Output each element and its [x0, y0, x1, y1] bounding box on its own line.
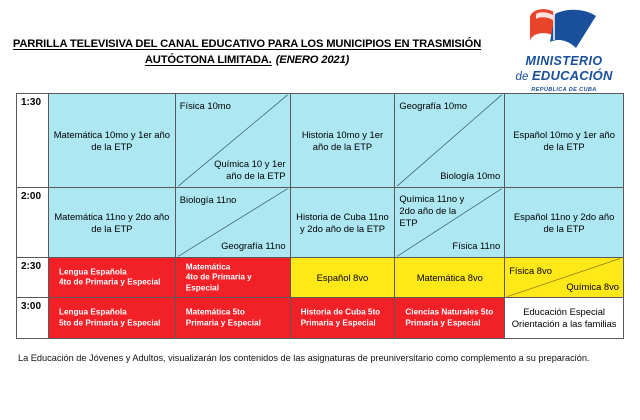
schedule-cell[interactable] — [49, 188, 176, 257]
row-time-cell — [17, 258, 49, 297]
schedule-cell-split[interactable] — [176, 188, 291, 257]
cell-label: Español 10mo y 1er año de la ETP — [513, 128, 615, 152]
schedule-cell[interactable] — [505, 298, 623, 338]
cell-label: Educación Especial Orientación a las familias — [511, 306, 617, 329]
schedule-cell-split[interactable] — [505, 258, 623, 297]
schedule-table — [16, 93, 624, 339]
schedule-cell[interactable] — [395, 298, 505, 338]
schedule-cell[interactable] — [291, 188, 396, 257]
cell-label-top: Física 8vo — [509, 265, 552, 276]
cell-label: Matemática 11no y 2do año de la ETP — [54, 210, 170, 234]
row-time-cell — [17, 188, 49, 257]
cell-label: Historia 10mo y 1er año de la ETP — [301, 128, 384, 152]
schedule-cell-split[interactable] — [395, 94, 505, 187]
title-line-2b: (ENERO 2021) — [275, 54, 350, 66]
cell-label: Ciencias Naturales 5to Primaria y Especial — [405, 307, 494, 327]
table-row — [17, 94, 623, 187]
table-row — [17, 257, 623, 297]
logo-line-2: EDUCACIÓN — [532, 68, 613, 83]
time-label: 1:30 — [21, 97, 42, 108]
time-label: 2:00 — [21, 191, 42, 202]
open-book-icon — [524, 6, 604, 54]
schedule-cell[interactable] — [49, 258, 176, 297]
logo-line-2-prefix: de — [515, 71, 533, 83]
cell-label: Matemática 10mo y 1er año de la ETP — [53, 128, 170, 152]
schedule-cell[interactable] — [291, 94, 396, 187]
schedule-cell[interactable] — [176, 258, 291, 297]
schedule-cell-split[interactable] — [395, 188, 505, 257]
page-header — [0, 0, 640, 94]
logo-line-1: MINISTERIO — [525, 54, 603, 68]
table-row — [17, 187, 623, 257]
page-title — [12, 36, 482, 68]
cell-label: Matemática 5to Primaria y Especial — [185, 307, 261, 327]
cell-label-bottom: Biología 10mo — [440, 170, 501, 181]
schedule-cell[interactable] — [176, 298, 291, 338]
cell-label: Matemática 8vo — [416, 271, 483, 283]
cell-label-bottom: Física 11no — [452, 240, 501, 251]
cell-label: Matemática 4to de Primaria y Especial — [185, 261, 252, 292]
cell-label-top: Biología 11no — [179, 194, 237, 205]
cell-label: Lengua Española 5to de Primaria y Especial — [58, 307, 161, 327]
schedule-cell-split[interactable] — [176, 94, 291, 187]
schedule-cell[interactable] — [505, 94, 623, 187]
cell-label-top: Física 10mo — [179, 100, 231, 111]
ministry-logo-text — [498, 54, 630, 94]
cell-label: Español 8vo — [316, 271, 369, 283]
cell-label-bottom: Geografía 11no — [221, 240, 286, 251]
cell-label: Historia de Cuba 11no y 2do año de la ETP — [296, 210, 389, 234]
cell-label: Español 11no y 2do año de la ETP — [513, 210, 615, 234]
ministry-logo — [498, 6, 630, 94]
footer-note: La Educación de Jóvenes y Adultos, visualizarán los contenidos de las asignaturas de preuniversitario como complemento a su preparación. — [18, 353, 590, 363]
schedule-cell[interactable] — [505, 188, 623, 257]
schedule-cell[interactable] — [291, 258, 396, 297]
cell-label-top: Química 11no y 2do año de la ETP — [399, 193, 465, 228]
table-row — [17, 297, 623, 338]
row-time-cell — [17, 94, 49, 187]
row-time-cell — [17, 298, 49, 338]
title-line-1: PARRILLA TELEVISIVA DEL CANAL EDUCATIVO PARA LOS MUNICIPIOS EN TRASMISIÓN — [12, 38, 482, 50]
schedule-cell[interactable] — [49, 298, 176, 338]
cell-label: Historia de Cuba 5to Primaria y Especial — [300, 307, 381, 327]
schedule-cell[interactable] — [291, 298, 396, 338]
schedule-cell[interactable] — [49, 94, 176, 187]
time-label: 3:00 — [21, 301, 42, 312]
cell-label-bottom: Química 8vo — [566, 281, 619, 292]
cell-label-top: Geografía 10mo — [399, 100, 468, 111]
time-label: 2:30 — [21, 261, 42, 272]
cell-label-bottom: Química 10 y 1er año de la ETP — [214, 158, 286, 181]
title-line-2a: AUTÓCTONA LIMITADA. — [144, 54, 272, 66]
schedule-cell[interactable] — [395, 258, 505, 297]
logo-line-3: REPÚBLICA DE CUBA — [531, 87, 597, 93]
cell-label: Lengua Española 4to de Primaria y Especial — [58, 267, 161, 287]
